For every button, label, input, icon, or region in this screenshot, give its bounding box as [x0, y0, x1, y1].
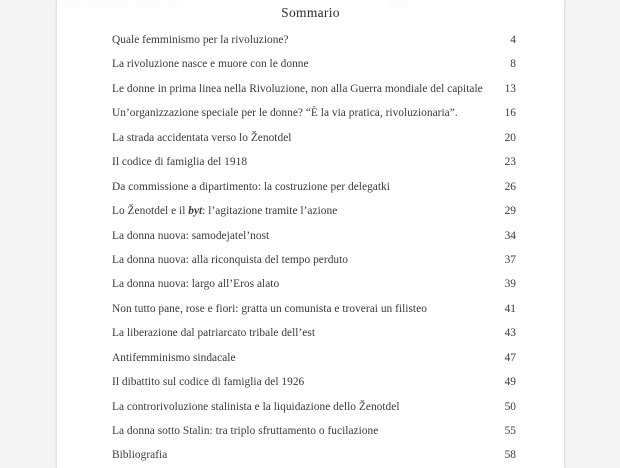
toc-entry-page-number: 13	[504, 82, 516, 95]
scan-artifact	[389, 1, 407, 8]
toc-entry-page-number: 49	[504, 376, 516, 389]
toc-entry[interactable]	[112, 150, 516, 174]
toc-entry[interactable]	[112, 175, 516, 199]
toc-entry-page-number: 20	[504, 131, 516, 144]
toc-entry[interactable]	[112, 272, 516, 296]
toc-entry-page-number: 47	[504, 351, 516, 364]
toc-entry-title: La strada accidentata verso lo Ženotdel	[112, 131, 292, 144]
toc-entry-title: La donna nuova: largo all’Eros alato	[112, 278, 280, 291]
toc-entry-page-number: 26	[504, 180, 516, 193]
toc-entry[interactable]	[112, 126, 516, 150]
toc-entry[interactable]	[112, 321, 516, 345]
toc-entry-title: Da commissione a dipartimento: la costruzione per delegatki	[112, 180, 390, 193]
page-title: Sommario	[281, 5, 340, 20]
toc-entry-page-number: 34	[504, 229, 516, 242]
toc-entry-page-number: 39	[504, 278, 516, 291]
toc-entry-title: Lo Ženotdel e il byt: l’agitazione tramite l’azione	[112, 205, 338, 218]
toc-entry-page-number: 37	[504, 253, 516, 266]
table-of-contents	[112, 28, 516, 468]
toc-entry-title: Non tutto pane, rose e fiori: gratta un comunista e troverai un filisteo	[112, 302, 427, 315]
toc-entry-title: Le donne in prima linea nella Rivoluzione, non alla Guerra mondiale del capitale	[112, 82, 483, 95]
toc-entry[interactable]	[112, 52, 516, 76]
scan-artifact	[169, 1, 177, 8]
toc-entry[interactable]	[112, 443, 516, 467]
document-page	[57, 0, 564, 468]
toc-entry-title: Il dibattito sul codice di famiglia del 1926	[112, 376, 305, 389]
toc-entry[interactable]	[112, 419, 516, 443]
scan-artifact	[137, 1, 159, 8]
scan-artifact	[89, 1, 127, 8]
toc-entry[interactable]	[112, 248, 516, 272]
toc-entry-term: byt	[188, 205, 203, 218]
toc-entry-page-number: 29	[504, 205, 516, 218]
toc-entry-title: Quale femminismo per la rivoluzione?	[112, 34, 289, 46]
toc-entry[interactable]	[112, 77, 516, 101]
toc-entry[interactable]	[112, 346, 516, 370]
toc-entry-title: La donna nuova: samodejatel’nost	[112, 229, 270, 242]
toc-entry-page-number: 23	[504, 156, 516, 169]
toc-entry[interactable]	[112, 28, 516, 52]
toc-entry-title: Bibliografia	[112, 449, 168, 462]
toc-entry-title: Il codice di famiglia del 1918	[112, 156, 248, 169]
toc-entry[interactable]	[112, 370, 516, 394]
toc-entry-page-number: 50	[504, 400, 516, 413]
toc-entry-title: La liberazione dal patriarcato tribale dell’est	[112, 327, 316, 340]
toc-entry-page-number: 8	[510, 58, 516, 71]
toc-entry-title: La controrivoluzione stalinista e la liquidazione dello Ženotdel	[112, 400, 400, 413]
scan-artifact	[63, 1, 81, 8]
toc-entry-title: La rivoluzione nasce e muore con le donne	[112, 58, 309, 71]
toc-entry-page-number: 16	[504, 107, 516, 120]
toc-entry[interactable]	[112, 199, 516, 223]
toc-entry-title: Un’organizzazione speciale per le donne? “È la via pratica, rivoluzionaria”.	[112, 107, 458, 120]
toc-entry[interactable]	[112, 224, 516, 248]
toc-entry-page-number: 41	[504, 302, 516, 315]
toc-entry-page-number: 4	[510, 34, 516, 46]
toc-entry-page-number: 43	[504, 327, 516, 340]
toc-entry-page-number: 58	[504, 449, 516, 462]
toc-entry-page-number: 55	[504, 425, 516, 437]
toc-entry-title: La donna nuova: alla riconquista del tempo perduto	[112, 253, 349, 266]
toc-entry[interactable]	[112, 297, 516, 321]
toc-entry[interactable]	[112, 101, 516, 125]
toc-entry-title: Antifemminismo sindacale	[112, 351, 236, 364]
toc-entry[interactable]	[112, 395, 516, 419]
toc-entry-title: La donna sotto Stalin: tra triplo sfruttamento o fucilazione	[112, 425, 379, 437]
